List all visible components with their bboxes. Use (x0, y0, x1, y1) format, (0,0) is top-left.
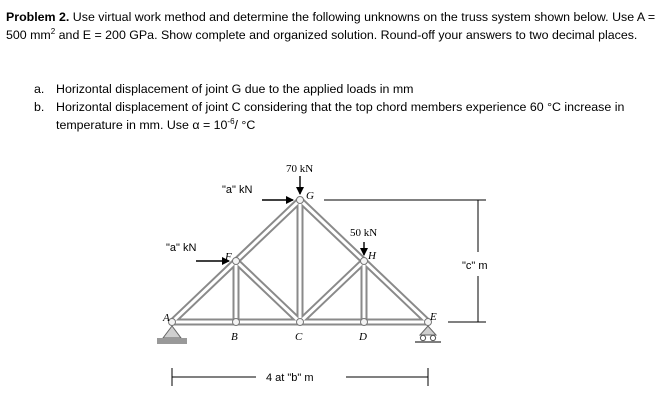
joint-label-h: H (368, 250, 376, 262)
problem-sentence-2: and E = 200 GPa. Show complete and organized solution. Round-off your answers to two decimal places. (55, 28, 638, 42)
joint-label-a: A (163, 312, 170, 324)
problem-heading: Problem 2. (6, 10, 70, 24)
height-dimension-label: "c" m (462, 260, 488, 272)
joint-label-c: C (295, 331, 303, 343)
item-text: Horizontal displacement of joint G due to the applied loads in mm (56, 82, 414, 96)
item-label: b. (34, 100, 45, 114)
item-label: a. (34, 82, 45, 96)
load-label-h-vertical: 50 kN (350, 227, 378, 239)
item-text-part-2: / °C (234, 118, 256, 132)
span-dimension-label: 4 at "b" m (266, 372, 314, 384)
joint-label-g: G (306, 190, 314, 202)
item-text-part-1: Horizontal displacement of joint C considering that the top chord members experience 60 °C increase in temperature in mm. Use α = 10 (56, 100, 625, 132)
problem-sentence-1: Use virtual work method and determine the following unknowns on the truss system shown below. Use A = 500 mm (6, 10, 656, 42)
joint-label-d: D (359, 331, 367, 343)
joint-label-e: E (430, 311, 437, 323)
area-unit-exponent: 2 (50, 26, 56, 36)
joint-label-b: B (231, 331, 238, 343)
load-label-g-vertical: 70 kN (286, 163, 314, 175)
joint-label-f: F (225, 251, 232, 263)
pin-support-icon (157, 326, 187, 343)
alpha-exponent: -6 (227, 116, 235, 126)
roller-support-icon (415, 326, 441, 342)
load-label-g-horizontal: "a" kN (222, 184, 253, 196)
load-label-f-horizontal: "a" kN (166, 242, 197, 254)
